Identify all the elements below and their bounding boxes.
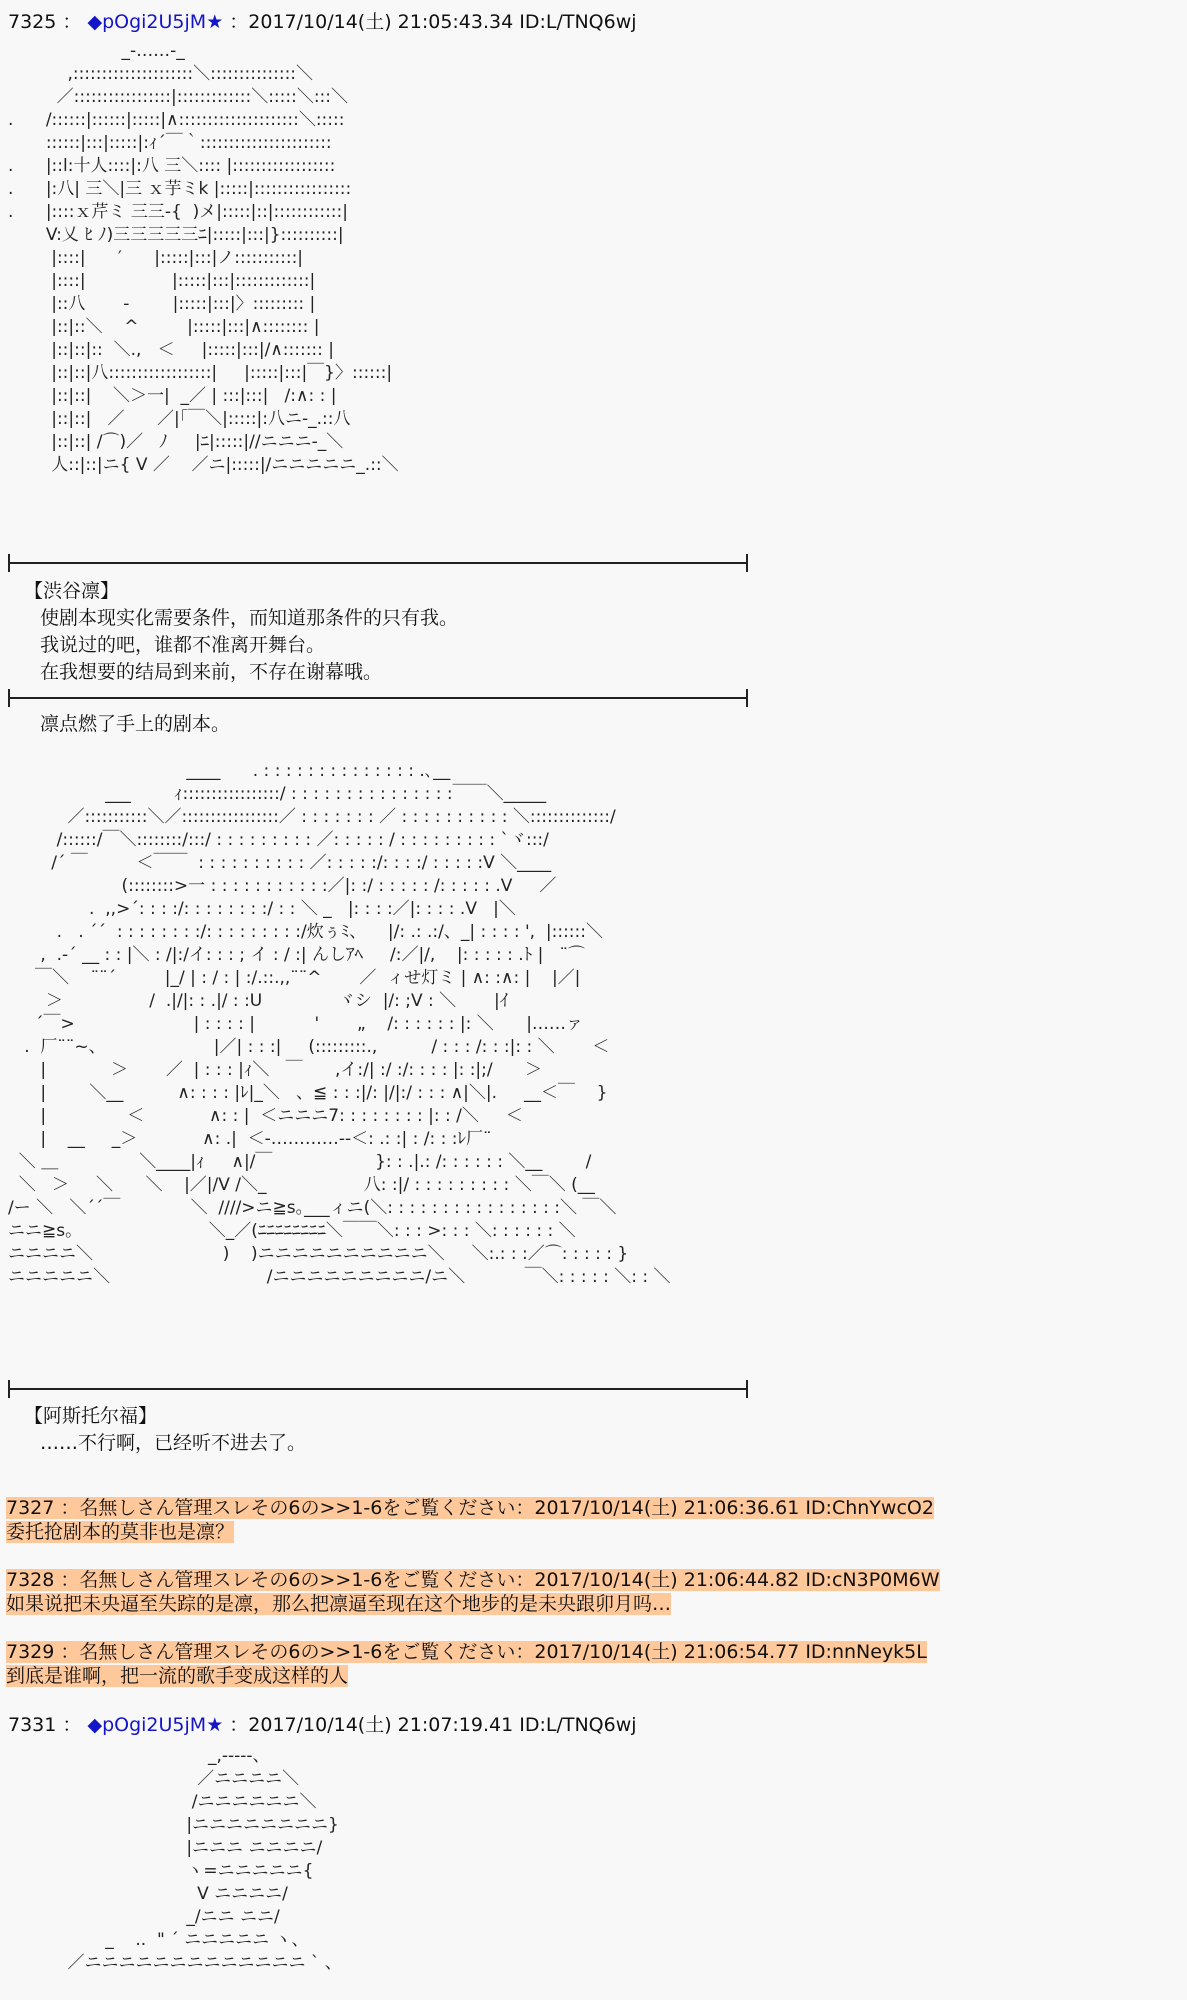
author-trip[interactable]: ◆pOgi2U5jM★ <box>87 11 224 33</box>
post-header-7329: 7329 ：名無しさん管理スレその6の>>1-6をご覧ください：2017/10/14(土) 21:06:54.77 ID:nnNeyk5L <box>6 1641 927 1663</box>
post-meta: ：2017/10/14(土) 21:07:19.41 ID:L/TNQ6wj <box>229 1714 637 1736</box>
post-7329 <box>6 1640 927 1688</box>
separator-line-1 <box>8 562 748 564</box>
post-header-7331 <box>8 1713 637 1737</box>
dialogue-astolfo <box>24 1403 306 1457</box>
dialogue-line: 我说过的吧，谁都不准离开舞台。 <box>40 634 326 656</box>
dialogue-line: ……不行啊，已经听不进去了。 <box>40 1432 307 1454</box>
dialogue-shibuya <box>24 578 458 686</box>
post-7328 <box>6 1568 940 1616</box>
post-7327 <box>6 1496 934 1544</box>
post-body-7328: 如果说把未央逼至失踪的是凛，那么把凛逼至现在这个地步的是未央跟卯月吗… <box>6 1593 672 1615</box>
speaker-label: 【渋谷凛】 <box>24 580 120 602</box>
header-separator: ： <box>62 11 82 33</box>
header-separator: ： <box>62 1714 82 1736</box>
post-header-7327: 7327 ：名無しさん管理スレその6の>>1-6をご覧ください：2017/10/14(土) 21:06:36.61 ID:ChnYwcO2 <box>6 1497 934 1519</box>
ascii-art-silhouette: _,-‐‐‐-、 ／ニニニニ＼ /ニニニニニニ＼ |ニニニニニニニニ} |ニニニ ニニニニ/ ヽ=ニニニニニ{ V ニニニニ/ _/ニニ ニニ/ _ .. " ´ ニニニニニ ヽ、 ／ニニニニニニニニニニニニニ ` 、 <box>67 1746 342 1973</box>
narration <box>24 711 230 738</box>
separator-line-3 <box>8 1388 748 1390</box>
dialogue-line: 使剧本现实化需要条件，而知道那条件的只有我。 <box>40 607 459 629</box>
ascii-art-burning-scene: ____ . : : : : : : : : : : : : : : .､__ ___ ｨ:::::::::::::::::/ : : : : : : : : : : : : : : :￣￣＼_____ ／:::::::::::＼／:::::::::::::::::／ : : : : : : : ／ : : : : : : : : : : ＼::::::::::::::/ /::::::/￣＼::::::::/:::/ : : : : : : : : : ／: : : : : / : : : : : : : : : `ヾ:::/ /´ ￣ ＜￣￣ : : : : : : : : : : ／: : : : :/: : : :/ : : : : :V ＼____ (::::::::>一 : : : : : : : : : : :／|: :/ : : : : : /: : : : : .V ／ . ,,>´: : : :/: : : : : : : :/ : : ＼ _ |: : : :／|: : : : .V |＼ . . ´´ : : : : : : : :/: : : : : : : : :/炊ぅﾐ、 |/: .: .:/、_| : : : : ', |::::::＼ , .-´ __ : : |＼ : /|:/イ: : : ; イ : / :| んしｱﾍ /:／|/, |: : : : : .ﾄ | ¨⌒ ￣＼ ¨¨´ |_/ | : / : | :/.::.,,¨¨^ ／ ィせ灯ミ | ∧: :∧: | |／| ＞ / .|/|: : .|/ : :U ヾシ |/: ;V : ＼ |ｲ ´￣> | : : : : | ' „ /: : : : : : |: ＼ |‥‥‥ァ . 厂¨¨~、 |／| : : :| (:::::::::., / : : : /: : :|: : ＼ ＜ | ＞ ／ | : : : |ｨ＼ ￣ ,イ:/| :/ :/: : : : |: :|;/ ＞ | ＼__ ∧: : : : |ﾚ|_＼ 、≦ : : :|/: |/|:/ : : : ∧|＼|. __＜￣ } | ＜ ∧: : | ＜ニニニ7: : : : : : : : |: : /＼ ＜ | __ _＞ ∧: .| ＜-‥‥‥‥‥‥--＜: .: :| : /: : :ﾚ厂¨ ＼ ＿ ＼____|ｨ ∧|/￣ }: : .|.: /: : : : : : ＼__ / ＼ ＞ ＼ ＼ |／|/V /＼_ 八: :|/ : : : : : : : : : ＼￣＼ (__ /ー ＼ ＼´´￣ ＼ ////>ニ≧s｡___ィニ(＼: : : : : : : : : : : : : : : :＼ ￣＼ ニニ≧s｡ ＼_／(ﾆﾆﾆﾆﾆﾆﾆﾆ＼￣￣＼: : : >: : : ＼: : : : : : ＼ ニニニニ＼ ) )ニニニニニニニニニニ＼ ＼:.: : :／⌒: : : : : } ニニニニニ＼ /ニニニニニニニニニ/ニ＼ ￣＼: : : : : ＼: : ＼ <box>8 761 671 1287</box>
separator-line-2 <box>8 697 748 699</box>
ascii-art-portrait: _-‥‥‥-_ ,:::::::::::::::::::::＼:::::::::::::::＼ ／:::::::::::::::::|:::::::::::::＼:::::＼:::＼ . /::::::|::::::|:::::|∧:::::::::::::::::::::＼::::: ::::::|:::|:::::|:ｨ´￣｀::::::::::::::::::::::: . |::l:十人::::|:八 三＼:::: |:::::::::::::::::: . |:八| 三＼|三 ｘ芋ミk |:::::|::::::::::::::::: . |::::ｘ芹ミ 三三-{ )メ|:::::|::|::::::::::::| V:乂 ﾋ ﾉ)三三三三三ﾆ|:::::|:::|}::::::::::| |::::| ′ |:::::|:::|ノ:::::::::::| |::::| |:::::|:::|:::::::::::::| |::八 - |:::::|:::|〉::::::::: | |::|::＼ ^ |:::::|:::|∧:::::::: | |::|::|:: ＼., ＜ |:::::|:::|/∧::::::: | |::|::|八::::::::::::::::::| |:::::|:::|￣}〉::::::| |::|::| ＼＞一| _／ | :::|:::| /:∧: : | |::|::| ／ ／|｢￣＼|:::::|:八ニ-_.::八 |::|::| /⌒)／ ﾉ |ﾆ|:::::|//ニニニ-_＼ 人::|::|ニ{ V ／ ／ニ|:::::|/ニニニニニ_.::＼ <box>8 41 399 475</box>
post-header-7328: 7328 ：名無しさん管理スレその6の>>1-6をご覧ください：2017/10/14(土) 21:06:44.82 ID:cN3P0M6W <box>6 1569 940 1591</box>
post-body-7327: 委托抢剧本的莫非也是凛？ <box>6 1521 235 1543</box>
post-meta: ：2017/10/14(土) 21:05:43.34 ID:L/TNQ6wj <box>229 11 637 33</box>
speaker-label: 【阿斯托尔福】 <box>24 1405 158 1427</box>
author-trip[interactable]: ◆pOgi2U5jM★ <box>87 1714 224 1736</box>
narration-line: 凛点燃了手上的剧本。 <box>40 713 231 735</box>
post-number: 7331 <box>8 1714 57 1736</box>
post-number: 7325 <box>8 11 57 33</box>
post-body-7329: 到底是谁啊，把一流的歌手变成这样的人 <box>6 1665 349 1687</box>
post-header-7325 <box>8 10 637 34</box>
dialogue-line: 在我想要的结局到来前，不存在谢幕哦。 <box>40 661 383 683</box>
